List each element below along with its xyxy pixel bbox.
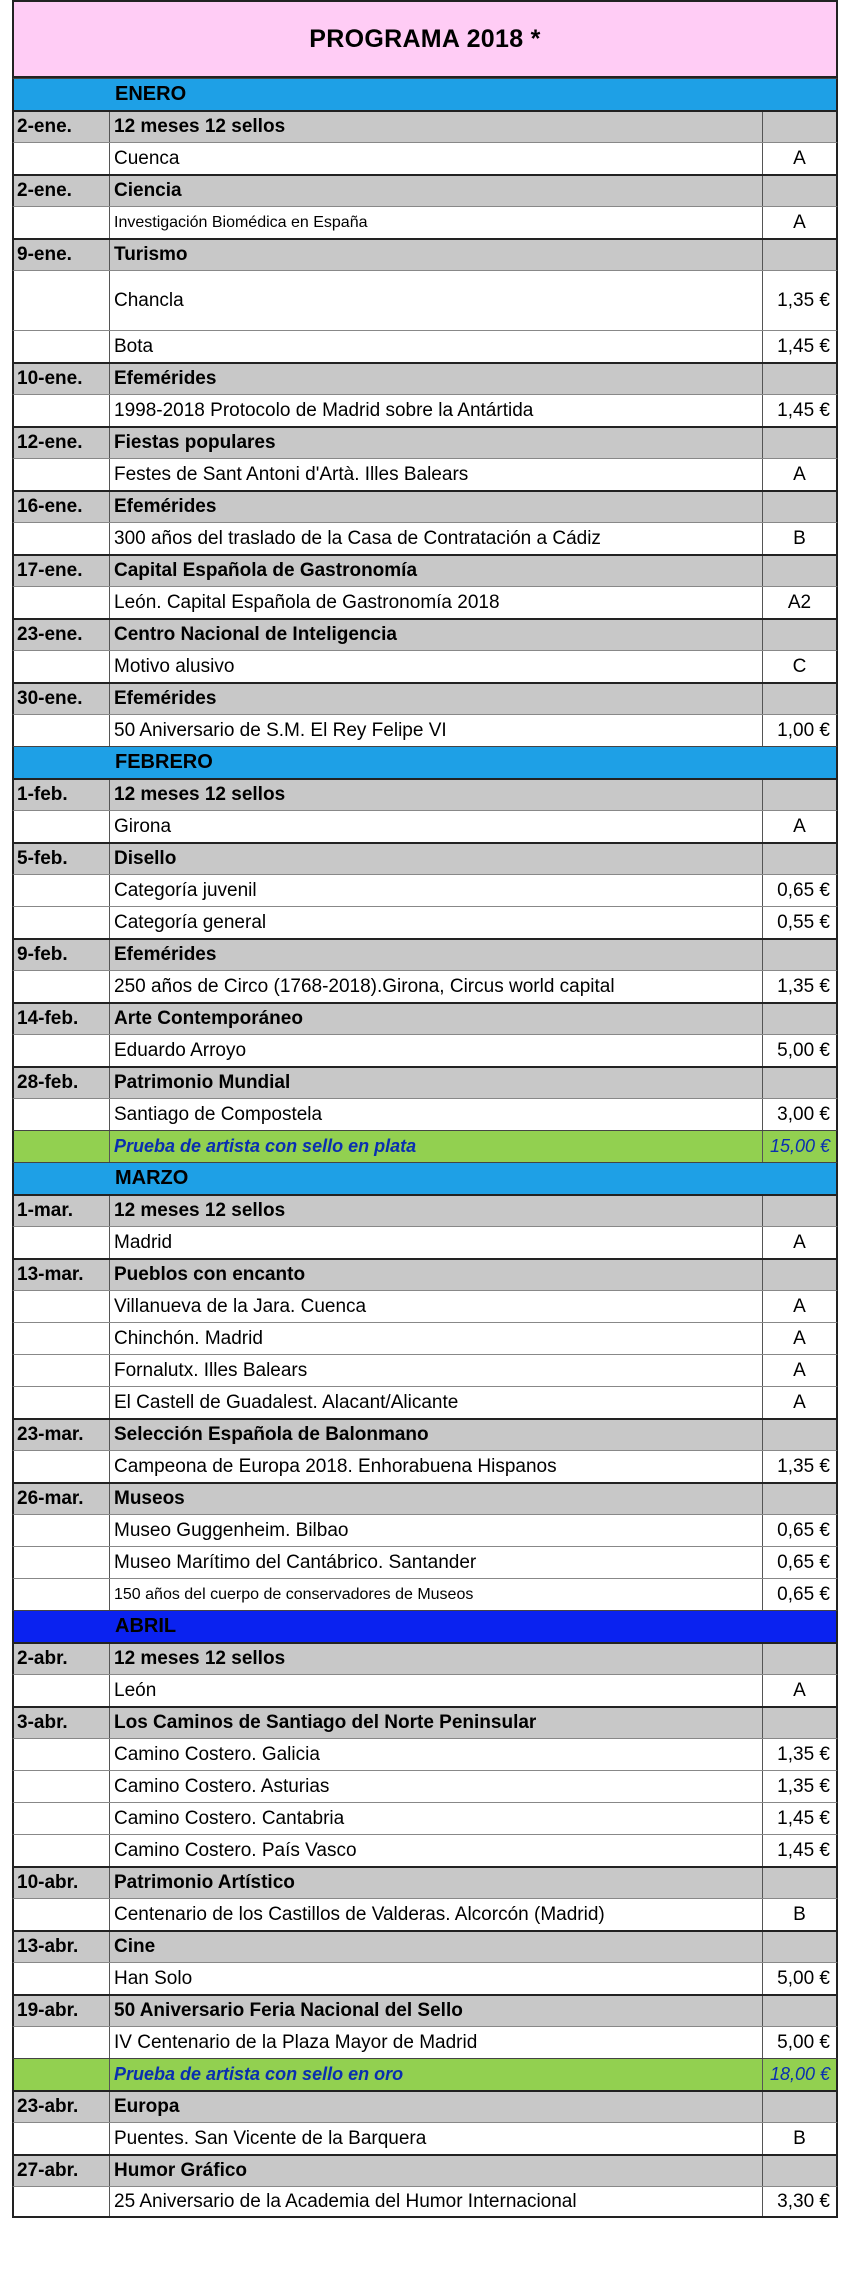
category-price-cell: [762, 780, 836, 810]
stamp-row: [12, 810, 838, 842]
issue-date: 3-abr.: [17, 1712, 68, 1733]
stamp-date-cell: [14, 459, 109, 490]
stamp-description: Camino Costero. Galicia: [109, 1739, 762, 1770]
stamp-price: A: [762, 143, 836, 174]
category-price-cell: [762, 364, 836, 394]
month-date-cell: [14, 79, 109, 110]
category-name: Patrimonio Mundial: [109, 1068, 762, 1098]
issue-date: 2-ene.: [17, 180, 72, 201]
category-row: [12, 1482, 838, 1514]
stamp-date-cell: [14, 1291, 109, 1322]
stamp-price: A: [762, 1323, 836, 1354]
month-name: MARZO: [115, 1167, 189, 1189]
stamp-description: Camino Costero. País Vasco: [109, 1835, 762, 1866]
special-proof-price: 15,00 €: [762, 1131, 836, 1162]
category-price-cell: [762, 428, 836, 458]
category-name: Pueblos con encanto: [109, 1260, 762, 1290]
stamp-price: A: [762, 1675, 836, 1706]
stamp-description: Han Solo: [109, 1963, 762, 1994]
stamp-price: A: [762, 1387, 836, 1418]
category-row: [12, 842, 838, 874]
category-name: Arte Contemporáneo: [109, 1004, 762, 1034]
stamp-price: A: [762, 1227, 836, 1258]
stamp-date-cell: [14, 271, 109, 330]
month-price-cell: [762, 747, 836, 778]
stamp-row: [12, 1322, 838, 1354]
stamp-row: [12, 1546, 838, 1578]
issue-date: 10-ene.: [17, 368, 83, 389]
stamp-date-cell: [14, 1835, 109, 1866]
category-name: Fiestas populares: [109, 428, 762, 458]
stamp-price: 1,45 €: [762, 331, 836, 362]
stamp-date-cell: [14, 2123, 109, 2154]
stamp-price: 3,30 €: [762, 2187, 836, 2216]
stamp-description: Chancla: [109, 271, 762, 330]
stamp-row: [12, 1514, 838, 1546]
stamp-row: [12, 522, 838, 554]
stamp-description: 250 años de Circo (1768-2018).Girona, Circus world capital: [109, 971, 762, 1002]
stamp-date-cell: [14, 1579, 109, 1610]
special-date-cell: [14, 2059, 109, 2090]
category-row: [12, 554, 838, 586]
stamp-date-cell: [14, 811, 109, 842]
stamp-price: 0,65 €: [762, 875, 836, 906]
issue-date: 9-ene.: [17, 244, 72, 265]
category-price-cell: [762, 1868, 836, 1898]
stamp-price: 1,00 €: [762, 715, 836, 746]
stamp-price: 1,35 €: [762, 1451, 836, 1482]
category-price-cell: [762, 556, 836, 586]
category-price-cell: [762, 492, 836, 522]
issue-date: 13-mar.: [17, 1264, 84, 1285]
month-header: [12, 78, 838, 110]
stamp-row: [12, 1386, 838, 1418]
stamp-date-cell: [14, 651, 109, 682]
stamp-description: 150 años del cuerpo de conservadores de Museos: [109, 1579, 762, 1610]
stamp-row: [12, 394, 838, 426]
stamp-description: León: [109, 1675, 762, 1706]
issue-date: 1-mar.: [17, 1200, 73, 1221]
month-name: ABRIL: [115, 1615, 177, 1637]
category-price-cell: [762, 940, 836, 970]
stamp-description: Campeona de Europa 2018. Enhorabuena Hispanos: [109, 1451, 762, 1482]
category-name: Europa: [109, 2092, 762, 2122]
stamp-row: [12, 458, 838, 490]
stamp-row: [12, 270, 838, 330]
category-row: [12, 1194, 838, 1226]
category-name: Efemérides: [109, 492, 762, 522]
category-row: [12, 426, 838, 458]
special-proof-price: 18,00 €: [762, 2059, 836, 2090]
stamp-date-cell: [14, 1963, 109, 1994]
category-row: [12, 938, 838, 970]
category-price-cell: [762, 112, 836, 142]
category-price-cell: [762, 2092, 836, 2122]
stamp-date-cell: [14, 1323, 109, 1354]
category-name: 12 meses 12 sellos: [109, 780, 762, 810]
issue-date: 10-abr.: [17, 1872, 79, 1893]
special-proof-row: [12, 2058, 838, 2090]
stamp-price: 1,45 €: [762, 1835, 836, 1866]
category-name: Cine: [109, 1932, 762, 1962]
month-header: [12, 746, 838, 778]
stamp-price: A: [762, 1291, 836, 1322]
stamp-price: A2: [762, 587, 836, 618]
stamp-description: Cuenca: [109, 143, 762, 174]
issue-date: 5-feb.: [17, 848, 68, 869]
issue-date: 1-feb.: [17, 784, 68, 805]
stamp-row: [12, 2026, 838, 2058]
category-row: [12, 362, 838, 394]
stamp-date-cell: [14, 587, 109, 618]
stamp-description: Museo Marítimo del Cantábrico. Santander: [109, 1547, 762, 1578]
issue-date: 30-ene.: [17, 688, 83, 709]
category-price-cell: [762, 1932, 836, 1962]
stamp-price: C: [762, 651, 836, 682]
issue-date: 16-ene.: [17, 496, 83, 517]
category-name: Los Caminos de Santiago del Norte Peninsular: [109, 1708, 762, 1738]
month-price-cell: [762, 1611, 836, 1642]
issue-date: 26-mar.: [17, 1488, 84, 1509]
stamp-price: B: [762, 523, 836, 554]
page-title: PROGRAMA 2018 *: [12, 0, 838, 78]
stamp-date-cell: [14, 971, 109, 1002]
stamp-date-cell: [14, 907, 109, 938]
stamp-row: [12, 1098, 838, 1130]
category-row: [12, 778, 838, 810]
month-header: [12, 1610, 838, 1642]
stamp-description: Eduardo Arroyo: [109, 1035, 762, 1066]
stamp-price: 1,35 €: [762, 1739, 836, 1770]
category-name: Museos: [109, 1484, 762, 1514]
stamp-price: 5,00 €: [762, 2027, 836, 2058]
issue-date: 28-feb.: [17, 1072, 79, 1093]
stamp-date-cell: [14, 2027, 109, 2058]
stamp-date-cell: [14, 1099, 109, 1130]
category-name: Disello: [109, 844, 762, 874]
stamp-price: 1,35 €: [762, 971, 836, 1002]
category-row: [12, 1994, 838, 2026]
stamp-date-cell: [14, 715, 109, 746]
program-sheet: [12, 0, 838, 2218]
stamp-price: 5,00 €: [762, 1963, 836, 1994]
stamp-description: El Castell de Guadalest. Alacant/Alicante: [109, 1387, 762, 1418]
stamp-description: Centenario de los Castillos de Valderas. Alcorcón (Madrid): [109, 1899, 762, 1930]
stamp-row: [12, 1578, 838, 1610]
stamp-row: [12, 206, 838, 238]
stamp-date-cell: [14, 1355, 109, 1386]
stamp-description: Villanueva de la Jara. Cuenca: [109, 1291, 762, 1322]
stamp-description: IV Centenario de la Plaza Mayor de Madrid: [109, 2027, 762, 2058]
stamp-row: [12, 650, 838, 682]
stamp-price: 0,65 €: [762, 1579, 836, 1610]
category-name: Efemérides: [109, 364, 762, 394]
category-price-cell: [762, 1708, 836, 1738]
category-row: [12, 618, 838, 650]
stamp-date-cell: [14, 331, 109, 362]
stamp-row: [12, 1770, 838, 1802]
issue-date: 23-mar.: [17, 1424, 84, 1445]
stamp-row: [12, 1738, 838, 1770]
category-row: [12, 1418, 838, 1450]
category-row: [12, 238, 838, 270]
stamp-date-cell: [14, 2187, 109, 2216]
stamp-row: [12, 714, 838, 746]
issue-date: 2-abr.: [17, 1648, 68, 1669]
stamp-description: Girona: [109, 811, 762, 842]
stamp-price: 5,00 €: [762, 1035, 836, 1066]
stamp-description: 25 Aniversario de la Academia del Humor Internacional: [109, 2187, 762, 2216]
stamp-description: 300 años del traslado de la Casa de Contratación a Cádiz: [109, 523, 762, 554]
category-price-cell: [762, 1996, 836, 2026]
category-row: [12, 682, 838, 714]
category-row: [12, 2090, 838, 2122]
category-price-cell: [762, 844, 836, 874]
stamp-price: A: [762, 207, 836, 238]
category-row: [12, 1866, 838, 1898]
month-name: FEBRERO: [115, 751, 213, 773]
stamp-row: [12, 1674, 838, 1706]
stamp-date-cell: [14, 875, 109, 906]
stamp-row: [12, 1226, 838, 1258]
category-row: [12, 1706, 838, 1738]
stamp-date-cell: [14, 207, 109, 238]
stamp-description: Categoría juvenil: [109, 875, 762, 906]
stamp-date-cell: [14, 1899, 109, 1930]
category-name: 50 Aniversario Feria Nacional del Sello: [109, 1996, 762, 2026]
issue-date: 12-ene.: [17, 432, 83, 453]
stamp-date-cell: [14, 1739, 109, 1770]
stamp-description: Categoría general: [109, 907, 762, 938]
stamp-row: [12, 2186, 838, 2218]
category-row: [12, 1258, 838, 1290]
stamp-description: 1998-2018 Protocolo de Madrid sobre la Antártida: [109, 395, 762, 426]
stamp-description: Madrid: [109, 1227, 762, 1258]
stamp-description: Camino Costero. Cantabria: [109, 1803, 762, 1834]
category-row: [12, 1002, 838, 1034]
category-price-cell: [762, 1196, 836, 1226]
stamp-description: Motivo alusivo: [109, 651, 762, 682]
stamp-price: A: [762, 811, 836, 842]
category-name: 12 meses 12 sellos: [109, 1644, 762, 1674]
stamp-description: Festes de Sant Antoni d'Artà. Illes Balears: [109, 459, 762, 490]
month-header: [12, 1162, 838, 1194]
stamp-row: [12, 1034, 838, 1066]
stamp-description: Investigación Biomédica en España: [109, 207, 762, 238]
stamp-price: A: [762, 459, 836, 490]
stamp-price: 1,35 €: [762, 271, 836, 330]
stamp-row: [12, 1962, 838, 1994]
issue-date: 19-abr.: [17, 2000, 79, 2021]
stamp-description: Museo Guggenheim. Bilbao: [109, 1515, 762, 1546]
category-row: [12, 1642, 838, 1674]
category-name: Ciencia: [109, 176, 762, 206]
category-price-cell: [762, 240, 836, 270]
issue-date: 9-feb.: [17, 944, 68, 965]
category-row: [12, 1930, 838, 1962]
special-proof-description: Prueba de artista con sello en plata: [109, 1131, 762, 1162]
stamp-price: 1,35 €: [762, 1771, 836, 1802]
stamp-price: 3,00 €: [762, 1099, 836, 1130]
stamp-description: León. Capital Española de Gastronomía 2018: [109, 587, 762, 618]
category-price-cell: [762, 1644, 836, 1674]
category-price-cell: [762, 1420, 836, 1450]
stamp-price: B: [762, 2123, 836, 2154]
category-name: Turismo: [109, 240, 762, 270]
category-name: Patrimonio Artístico: [109, 1868, 762, 1898]
stamp-date-cell: [14, 1803, 109, 1834]
special-proof-description: Prueba de artista con sello en oro: [109, 2059, 762, 2090]
stamp-row: [12, 142, 838, 174]
stamp-price: 0,55 €: [762, 907, 836, 938]
category-name: Efemérides: [109, 940, 762, 970]
special-proof-row: [12, 1130, 838, 1162]
category-row: [12, 1066, 838, 1098]
category-price-cell: [762, 1484, 836, 1514]
month-price-cell: [762, 79, 836, 110]
issue-date: 23-ene.: [17, 624, 83, 645]
issue-date: 13-abr.: [17, 1936, 79, 1957]
issue-date: 27-abr.: [17, 2160, 79, 2181]
stamp-description: Santiago de Compostela: [109, 1099, 762, 1130]
stamp-description: Puentes. San Vicente de la Barquera: [109, 2123, 762, 2154]
stamp-price: A: [762, 1355, 836, 1386]
category-name: Selección Española de Balonmano: [109, 1420, 762, 1450]
month-date-cell: [14, 747, 109, 778]
stamp-price: B: [762, 1899, 836, 1930]
stamp-description: Fornalutx. Illes Balears: [109, 1355, 762, 1386]
issue-date: 14-feb.: [17, 1008, 79, 1029]
issue-date: 23-abr.: [17, 2096, 79, 2117]
category-name: Efemérides: [109, 684, 762, 714]
category-row: [12, 174, 838, 206]
category-name: Humor Gráfico: [109, 2156, 762, 2186]
category-price-cell: [762, 1004, 836, 1034]
category-row: [12, 490, 838, 522]
stamp-row: [12, 586, 838, 618]
stamp-date-cell: [14, 1675, 109, 1706]
category-price-cell: [762, 176, 836, 206]
category-name: 12 meses 12 sellos: [109, 112, 762, 142]
stamp-date-cell: [14, 1547, 109, 1578]
month-date-cell: [14, 1611, 109, 1642]
month-price-cell: [762, 1163, 836, 1194]
stamp-row: [12, 1802, 838, 1834]
stamp-price: 1,45 €: [762, 395, 836, 426]
category-name: 12 meses 12 sellos: [109, 1196, 762, 1226]
stamp-row: [12, 1898, 838, 1930]
stamp-row: [12, 1834, 838, 1866]
category-price-cell: [762, 1068, 836, 1098]
stamp-row: [12, 906, 838, 938]
month-name: ENERO: [115, 83, 187, 105]
special-date-cell: [14, 1131, 109, 1162]
category-row: [12, 110, 838, 142]
stamp-price: 1,45 €: [762, 1803, 836, 1834]
category-price-cell: [762, 2156, 836, 2186]
category-price-cell: [762, 684, 836, 714]
category-name: Capital Española de Gastronomía: [109, 556, 762, 586]
stamp-date-cell: [14, 1515, 109, 1546]
stamp-row: [12, 874, 838, 906]
stamp-row: [12, 330, 838, 362]
stamp-date-cell: [14, 1227, 109, 1258]
stamp-date-cell: [14, 1387, 109, 1418]
stamp-date-cell: [14, 395, 109, 426]
stamp-date-cell: [14, 1451, 109, 1482]
category-price-cell: [762, 1260, 836, 1290]
stamp-description: Bota: [109, 331, 762, 362]
month-date-cell: [14, 1163, 109, 1194]
stamp-row: [12, 1450, 838, 1482]
program-table: [12, 78, 838, 2218]
category-row: [12, 2154, 838, 2186]
stamp-price: 0,65 €: [762, 1547, 836, 1578]
stamp-description: Camino Costero. Asturias: [109, 1771, 762, 1802]
issue-date: 17-ene.: [17, 560, 83, 581]
stamp-date-cell: [14, 143, 109, 174]
stamp-row: [12, 1354, 838, 1386]
stamp-price: 0,65 €: [762, 1515, 836, 1546]
stamp-date-cell: [14, 523, 109, 554]
category-price-cell: [762, 620, 836, 650]
stamp-date-cell: [14, 1035, 109, 1066]
stamp-date-cell: [14, 1771, 109, 1802]
stamp-row: [12, 2122, 838, 2154]
stamp-row: [12, 1290, 838, 1322]
issue-date: 2-ene.: [17, 116, 72, 137]
category-name: Centro Nacional de Inteligencia: [109, 620, 762, 650]
stamp-description: 50 Aniversario de S.M. El Rey Felipe VI: [109, 715, 762, 746]
stamp-row: [12, 970, 838, 1002]
stamp-description: Chinchón. Madrid: [109, 1323, 762, 1354]
